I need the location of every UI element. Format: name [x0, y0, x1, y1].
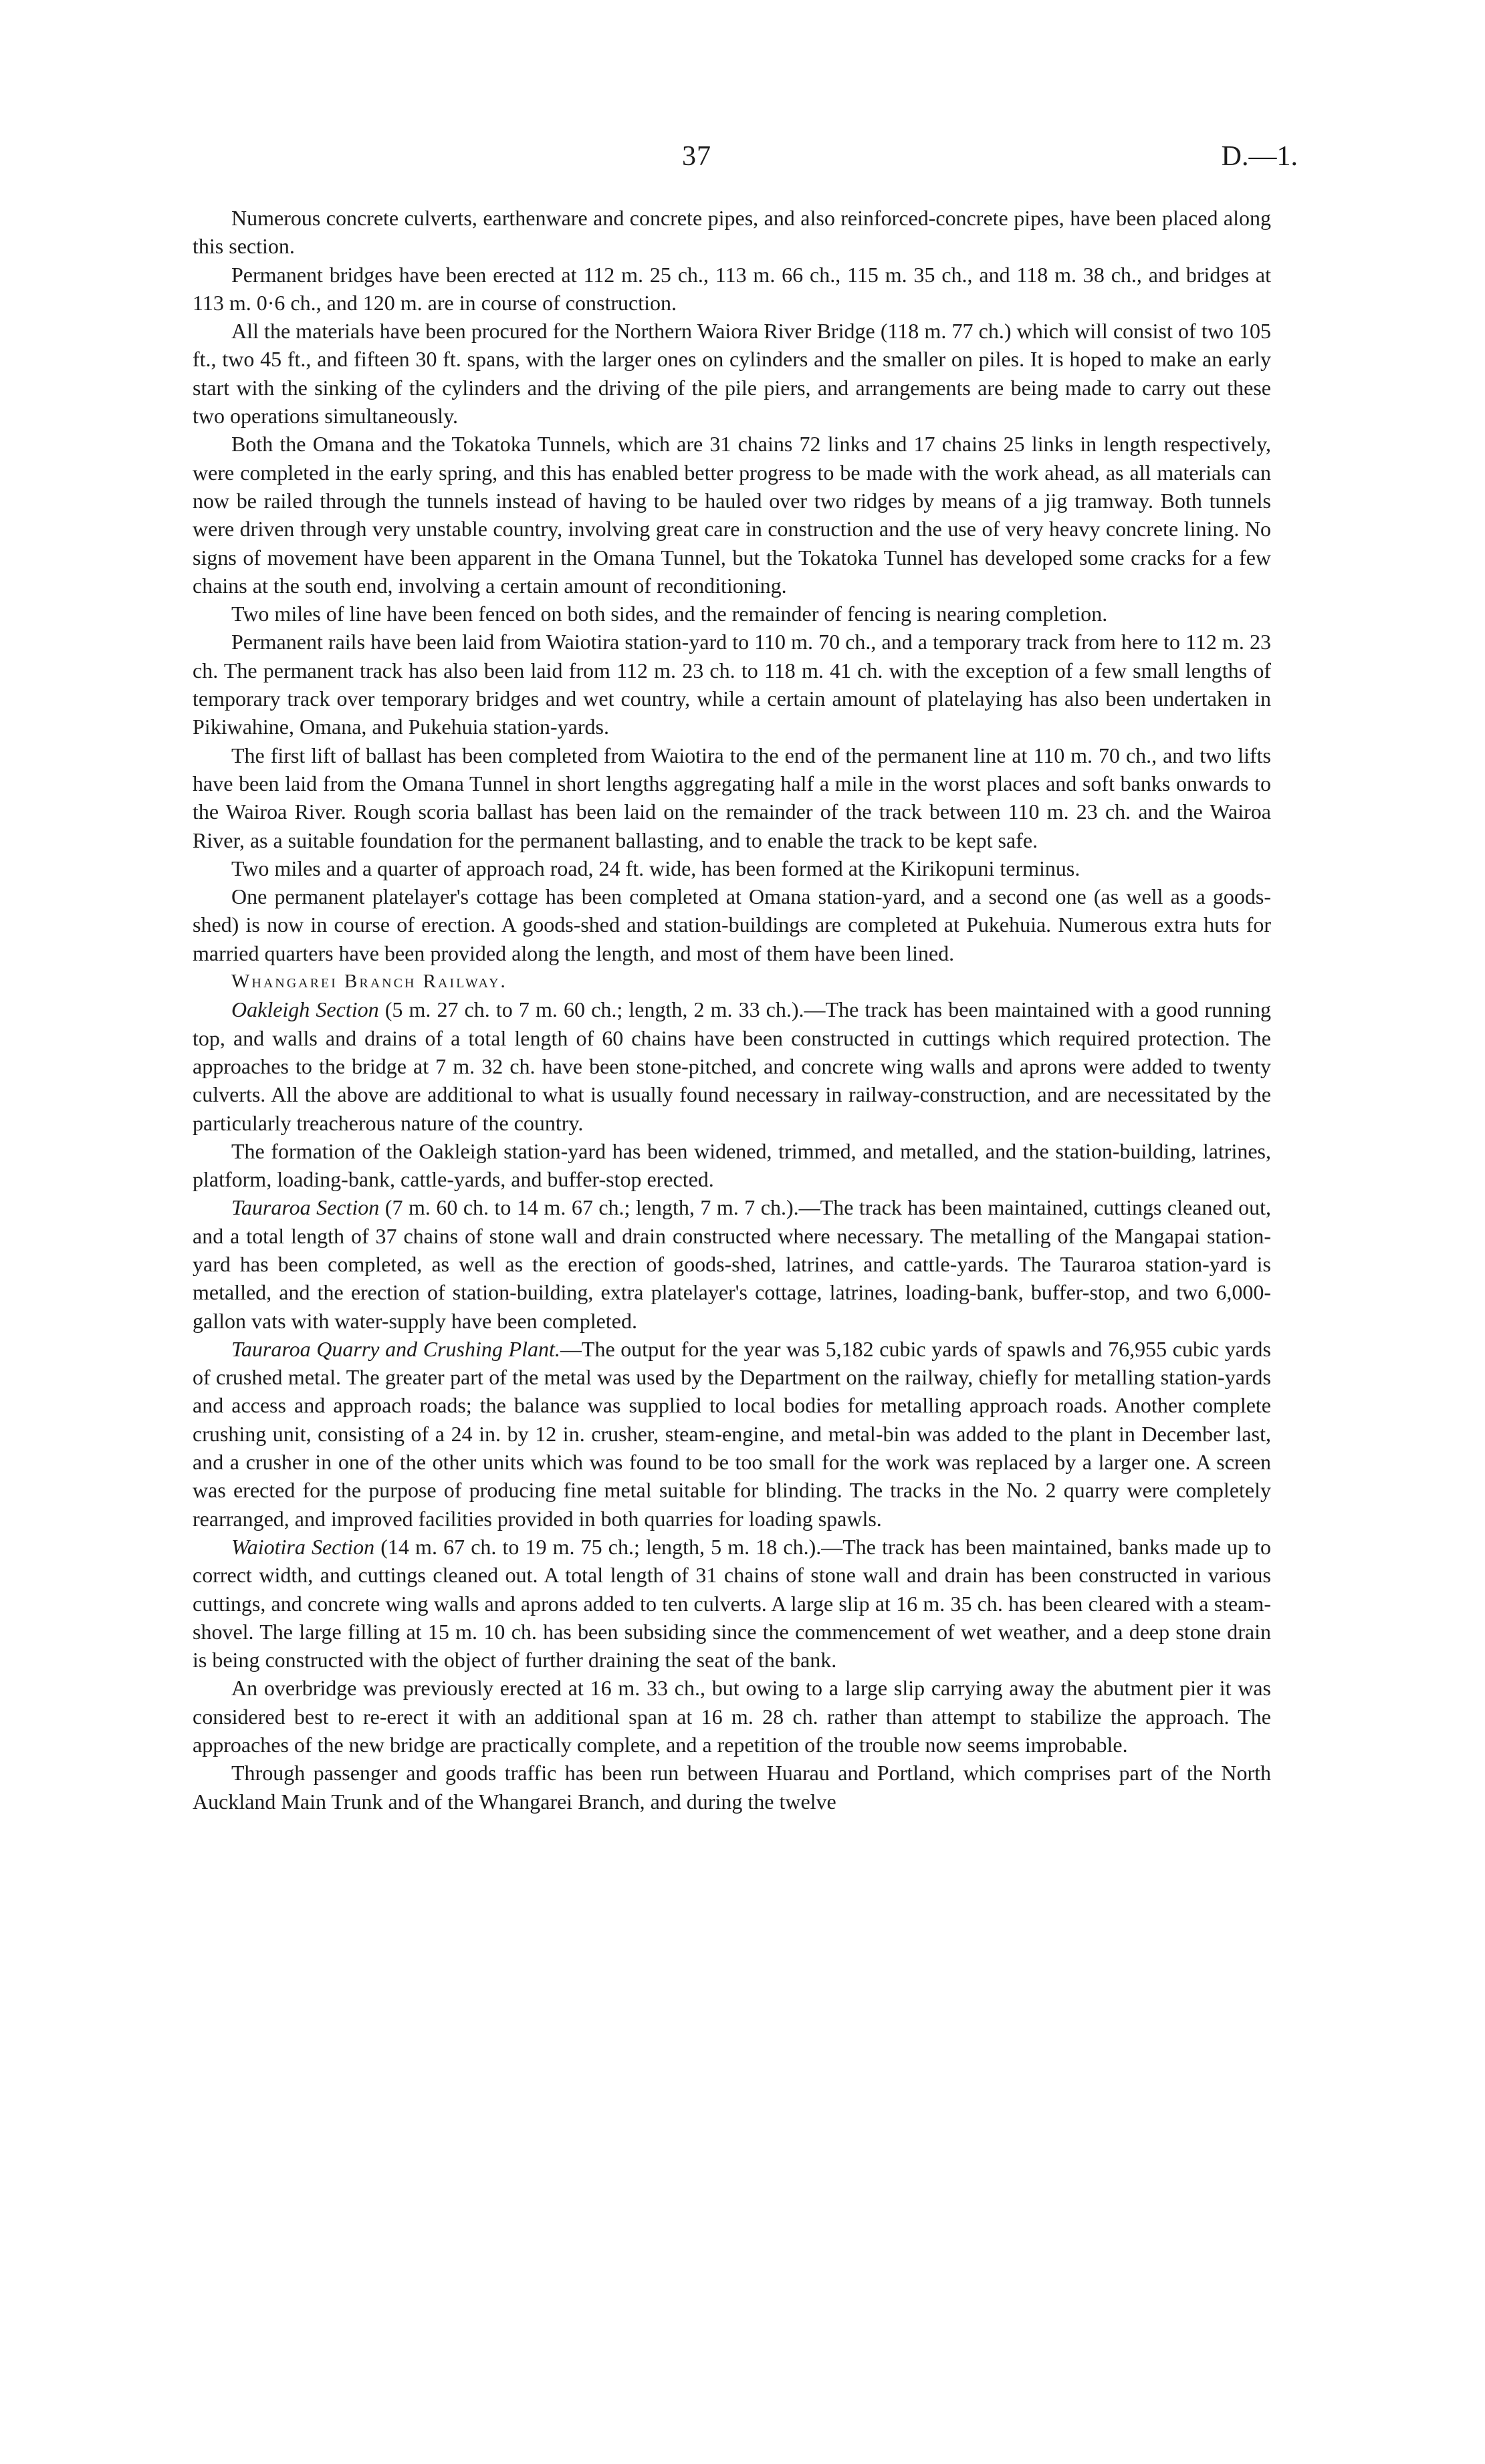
paragraph-text: —The output for the year was 5,182 cubic yards of spawls and 76,955 cubic yards of crushed metal. The greater part of the metal was used by the Department on the railway, chiefly for metalling station-yards and access and approach roads; the balance was supplied to local bodies for metalling approach roads. Another complete crushing unit, consisting of a 24 in. by 12 in. crusher, steam-engine, and metal-bin was added to the plant in December last, and a crusher in one of the other units which was found to be too small for the work was replaced by a larger one. A screen was erected for the purpose of producing fine metal suitable for blinding. The tracks in the No. 2 quarry were completely rearranged, and improved facilities provided in both quarries for loading spawls.: [193, 1336, 1272, 1531]
paragraph-text: The formation of the Oakleigh station-yard has been widened, trimmed, and metalled, and the station-building, latrines, platform, loading-bank, cattle-yards, and buffer-stop erected.: [193, 1138, 1271, 1192]
section-subheading: Waiotira Section: [231, 1534, 375, 1559]
paragraph-text: (5 m. 27 ch. to 7 m. 60 ch.; length, 2 m. 33 ch.).—The track has been maintained with a good running top, and walls and drains of a total length of 60 chains have been constructed in cuttings which required protection. The approaches to the bridge at 7 m. 32 ch. have been stone-pitched, and concrete wing walls and aprons were added to twenty culverts. All the above are additional to what is usually found necessary in railway-construction, and are necessitated by the particularly treacherous nature of the country.: [193, 997, 1272, 1135]
paragraph-text: (14 m. 67 ch. to 19 m. 75 ch.; length, 5 m. 18 ch.).—The track has been maintained, banks made up to correct width, and cuttings cleaned out. A total length of 31 chains of stone wall and drain has been constructed in various cuttings, and concrete wing walls and aprons added to ten culverts. A large slip at 16 m. 35 ch. has been cleared with a steam-shovel. The large filling at 15 m. 10 ch. has been subsiding since the commencement of wet weather, and a deep stone drain is being constructed with the object of further draining the seat of the bank.: [193, 1534, 1272, 1673]
section-subheading: Tauraroa Quarry and Crushing Plant.: [231, 1336, 560, 1361]
paragraph: [193, 995, 1271, 1136]
section-subheading: Oakleigh Section: [231, 997, 379, 1022]
paragraph: [193, 1335, 1271, 1533]
paragraph: [193, 1137, 1271, 1194]
paragraph-text: An overbridge was previously erected at 16 m. 33 ch., but owing to a large slip carrying away the abutment pier it was considered best to re-erect it with an additional span at 16 m. 28 ch. rather than attempt to stabilize the approach. The approaches of the new bridge are practically complete, and a repetition of the trouble now seems improbable.: [193, 1676, 1271, 1757]
paragraph: Both the Omana and the Tokatoka Tunnels, which are 31 chains 72 links and 17 chains 25 links in length respectively, were completed in the early spring, and this has enabled better progress to be made with the work ahead, as all materials can now be railed through the tunnels instead of having to be hauled over two ridges by means of a jig tramway. Both tunnels were driven through very unstable country, involving great care in construction and the use of very heavy concrete lining. No signs of movement have been apparent in the Omana Tunnel, but the Tokatoka Tunnel has developed some cracks for a few chains at the south end, involving a certain amount of reconditioning.: [193, 432, 1271, 598]
paragraph: The first lift of ballast has been completed from Waiotira to the end of the permanent line at 110 m. 70 ch., and two lifts have been laid from the Omana Tunnel in short lengths aggregating half a mile in the worst places and soft banks onwards to the Wairoa River. Rough scoria ballast has been laid on the remainder of the track between 110 m. 23 ch. and the Wairoa River, as a suitable foundation for the permanent ballasting, and to enable the track to be kept safe.: [193, 743, 1271, 852]
page-number: 37: [682, 141, 711, 172]
paragraph: Numerous concrete culverts, earthenware and concrete pipes, and also reinforced-concrete pipes, have been placed along this section.: [193, 206, 1271, 259]
section-subheading: Tauraroa Section: [231, 1195, 380, 1220]
paragraph-text: Through passenger and goods traffic has been run between Huarau and Portland, which comprises part of the North Auckland Main Trunk and of the Whangarei Branch, and during the twelve: [193, 1761, 1271, 1814]
paragraph: Permanent bridges have been erected at 112 m. 25 ch., 113 m. 66 ch., 115 m. 35 ch., and 118 m. 38 ch., and bridges at 113 m. 0·6 ch., and 120 m. are in course of construction.: [193, 262, 1271, 315]
paragraph: All the materials have been procured for the Northern Waiora River Bridge (118 m. 77 ch.) which will consist of two 105 ft., two 45 ft., and fifteen 30 ft. spans, with the larger ones on cylinders and the smaller on piles. It is hoped to make an early start with the sinking of the cylinders and the driving of the pile piers, and arrangements are being made to carry out these two operations simultaneously.: [193, 319, 1271, 428]
paragraph: [193, 1533, 1271, 1674]
body-text: [193, 204, 1271, 1816]
section-heading: Whangarei Branch Railway.: [231, 971, 507, 993]
paragraph: Two miles of line have been fenced on both sides, and the remainder of fencing is nearing completion.: [231, 602, 1108, 626]
paragraph: Two miles and a quarter of approach road, 24 ft. wide, has been formed at the Kirikopuni terminus.: [231, 856, 1080, 880]
paragraph-text: (7 m. 60 ch. to 14 m. 67 ch.; length, 7 m. 7 ch.).—The track has been maintained, cuttings cleaned out, and a total length of 37 chains of stone wall and drain constructed where necessary. The metalling of the Mangapai station-yard has been completed, as well as the erection of goods-shed, latrines, and cattle-yards. The Tauraroa station-yard is metalled, and the erection of station-building, extra platelayer's cottage, latrines, loading-bank, buffer-stop, and two 6,000-gallon vats with water-supply have been completed.: [193, 1195, 1272, 1333]
paragraph: [193, 1674, 1271, 1759]
paragraph: [193, 1193, 1271, 1334]
document-reference: D.—1.: [1221, 141, 1298, 172]
paragraph: [193, 1759, 1271, 1816]
paragraph: Permanent rails have been laid from Waiotira station-yard to 110 m. 70 ch., and a temporary track from here to 112 m. 23 ch. The permanent track has also been laid from 112 m. 23 ch. to 118 m. 41 ch. with the exception of a few small lengths of temporary track over temporary bridges and wet country, while a certain amount of platelaying has also been undertaken in Pikiwahine, Omana, and Pukehuia station-yards.: [193, 630, 1271, 739]
paragraph: One permanent platelayer's cottage has been completed at Omana station-yard, and a second one (as well as a goods-shed) is now in course of erection. A goods-shed and station-buildings are completed at Pukehuia. Numerous extra huts for married quarters have been provided along the length, and most of them have been lined.: [193, 884, 1271, 965]
